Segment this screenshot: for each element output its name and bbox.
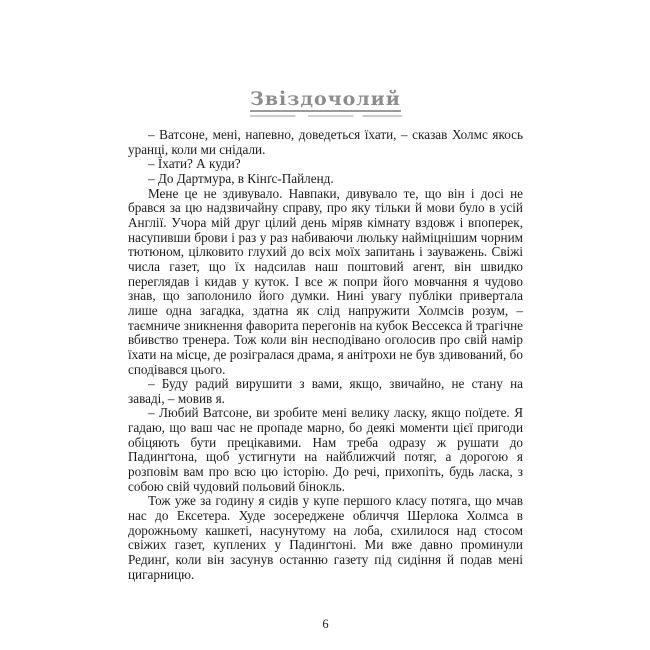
paragraph-dialogue: – Любий Ватсоне, ви зробите мені велику ласку, якщо поїдете. Я гадаю, що ваш час не пропаде марно, бо деякі моменти цієї пригоди обіцяють бути прецікавими. Нам треба одразу ж рушати до Падинґтона, щоб устигнути на найближчий потяг, а дорогою я розповім вам про всю цю історію. До речі, прихопіть, будь ласка, з собою свій чудовий польовий бінокль. (128, 405, 523, 494)
paragraph-dialogue: – Їхати? А куди? (148, 156, 241, 172)
chapter-title: Звіздочолий (250, 88, 401, 110)
paragraph-dialogue: – До Дартмура, в Кінґс-Пайленд. (148, 170, 334, 186)
title-underline-ornament (250, 115, 402, 117)
chapter-title-block (128, 90, 523, 117)
paragraph-narrative: Мене це не здивувало. Навпаки, дивувало те, що він і досі не брався за цю надзвичайну справу, про яку тільки й мови було в усій Англії. Учора мій друг цілий день міряв кімнату вздовж і впоперек, насупивши брови і раз у раз набиваючи люльку найміцнішим чорним тютюном, цілковито глухий до всіх моїх запитань і зауважень. Свіжі числа газет, що їх надсилав наш поштовий агент, він швидко переглядав і кидав у куток. І все ж попри його мовчання я чудово знав, що заполонило його думки. Нині увагу публіки привертала лише одна загадка, здатна як слід напружити Холмсів розум, – таємниче зникнення фаворита перегонів на кубок Вессекса й трагічне вбивство тренера. Тож коли він несподівано оголосив про свій намір їхати на місце, де розігралася драма, я анітрохи не був здивований, бо сподівався цього. (128, 185, 523, 377)
paragraph-narrative: Тож уже за годину я сидів у купе першого класу потяга, що мчав нас до Ексетера. Худе зосереджене обличчя Шерлока Холмса в дорожньому кашкеті, насунутому на лоба, схилилося над стосом свіжих газет, куплених у Падинґтоні. Ми вже давно проминули Рединґ, коли він засунув останню газету під сидіння й подав мені цигарницю. (128, 493, 523, 582)
paragraph-dialogue: – Буду радий вирушити з вами, якщо, звичайно, не стану на заваді, – мовив я. (128, 376, 523, 406)
paragraph-dialogue: – Ватсоне, мені, напевно, доведеться їхати, – сказав Холмс якось уранці, коли ми снідали. (128, 127, 523, 157)
body-text (128, 128, 523, 582)
page-number: 6 (322, 617, 329, 631)
